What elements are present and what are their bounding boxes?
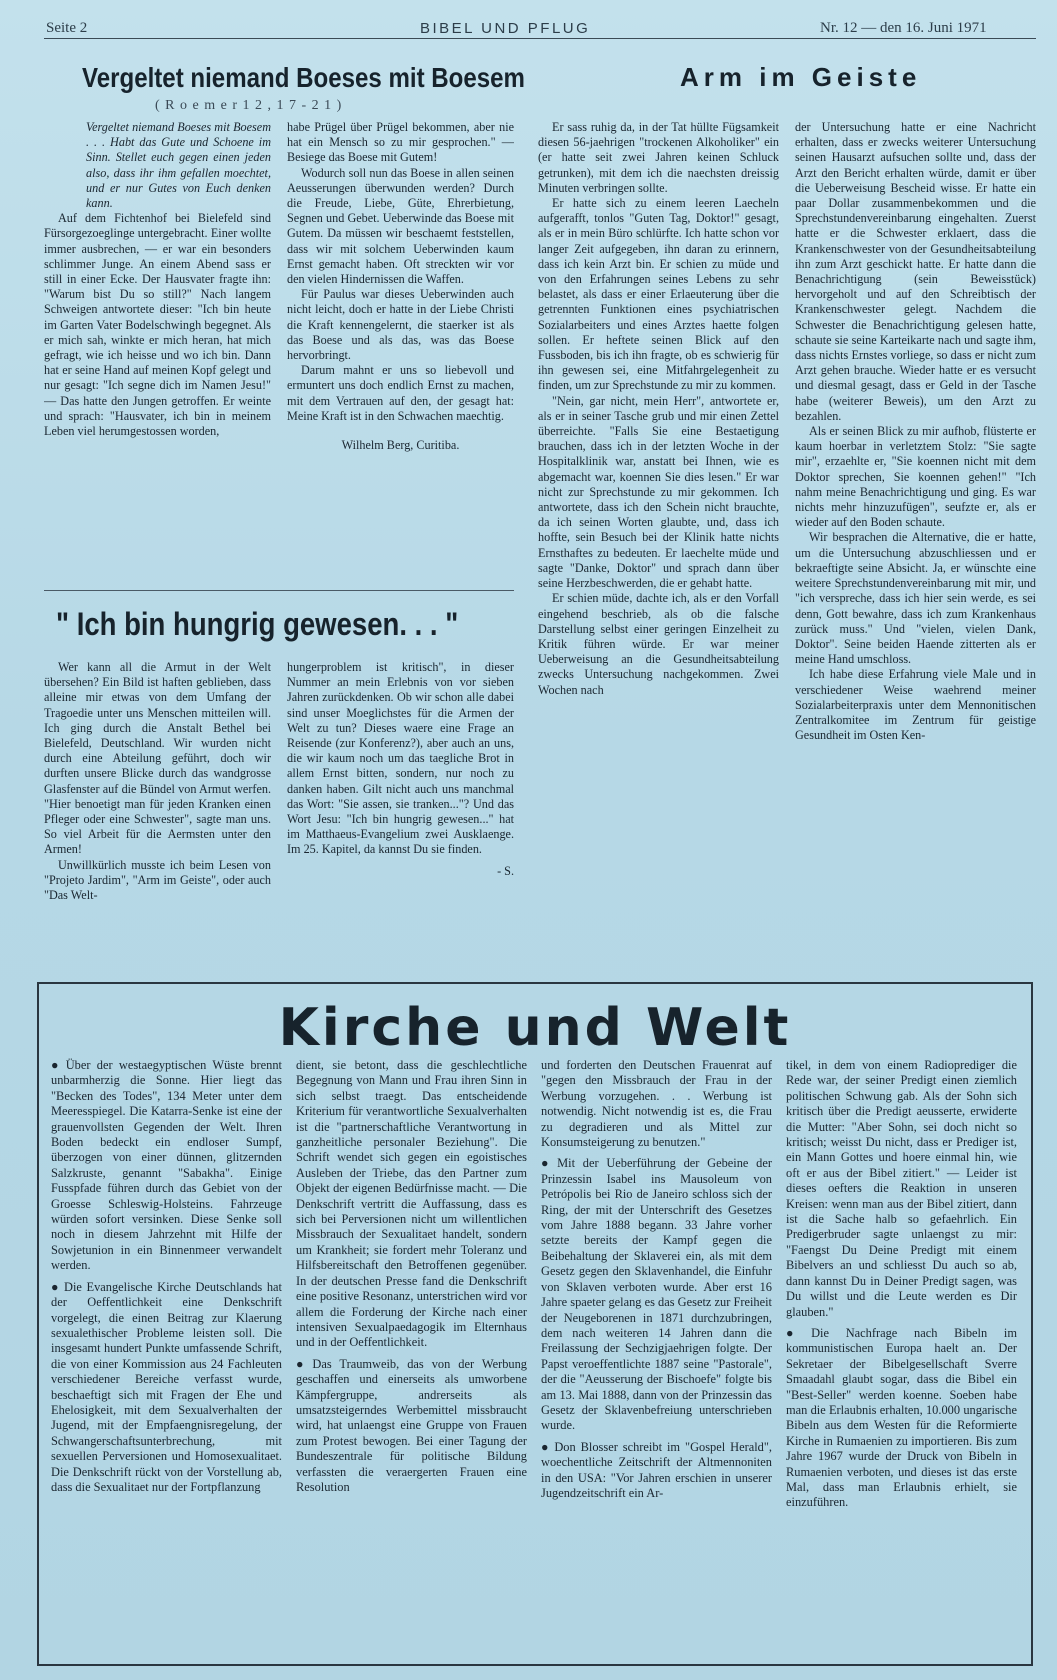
news-item: tikel, in dem von einem Radioprediger die Rede war, der seiner Predigt einen ziemlich politischen Schwung gab. Als der Sohn sich kritisch über die Predigt aeusserte, erwiderte die Mutter: "Aber Sohn, sei doch nicht so kritisch; weisst Du nicht, dass er Prediger ist, ein Mann Gottes und hoere einmal hin, wie oft er aus der Bibel zitiert." — Leider ist dieses oefters die Reaktion in unseren Kreisen: wenn man aus der Bibel zitiert, dann ist die Sache halb so gefaehrlich. Ein Predigerbruder sagte unlaengst zu mir: "Faengst Du Deine Predigt mit einem Bibelvers an und schliesst Du auch so ab, dann kannst Du in Deiner Predigt sagen, was Du willst und die Leute werden es Dir glauben.": [786, 1058, 1017, 1319]
bullet-icon: ●: [51, 1279, 60, 1294]
article1-col2: [287, 120, 514, 575]
article1-col1: [44, 120, 271, 575]
article3-body: [538, 120, 1036, 975]
bullet-icon: ●: [296, 1356, 309, 1371]
section-col4: [786, 1058, 1017, 1650]
article3-paragraph: der Untersuchung hatte er eine Nachricht erhalten, dass er zwecks weiterer Untersuchung seinen Hausarzt aufsuchen sollte und, dass der Arzt den Bericht erhalten würde, damit er über die Ueberweisung Bescheid wisse. Er hatte ein paar Dollar zusammenbekommen und die Sprechstundenvereinbarung eingehalten. Zuerst hatte er die Schwester erklaert, dass die Krankenschwester von der Gesundheitsabteilung ihn zum Arzt geschickt hatte. Er hatte dann die Benachrichtigung (sein Beweisstück) hervorgeholt und auf den Schreibtisch der Krankenschwester gelegt. Nachdem die Schwester die Benachrichtigung gelesen hatte, schaute sie seine Karteikarte nach und sagte ihm, dass nichts Ernstes vorliege, so dass er nicht zum Arzt gehen brauche. Wieder hatte er es versucht und diesmal gesagt, dass er Geld in der Tasche habe (weiterer Beweis), um den Arzt zu bezahlen.: [795, 120, 1036, 423]
section-col3: [541, 1058, 772, 1650]
article3-paragraph: Er hatte sich zu einem leeren Laecheln aufgerafft, tonlos "Guten Tag, Doktor!" gesagt, als er in mein Büro schlürfte. Ich hatte schon vor langer Zeit aufgegeben, ihn daran zu erinnern, dass ich kein Arzt bin. Er schien zu müde und von den Erfahrungen seines Lebens zu sehr belastet, als dass er einer Erlaeuterung über die getrennten Funktionen eines psychiatrischen Sozialarbeiters und eines Arztes haette folgen sollen. Er heftete seinen Blick auf den Fussboden, bis ich ihn fragte, ob es schwierig für ihn gewesen sei, eine Mitfahrgelegenheit zu finden, um zur Sprechstunde zu mir zu kommen.: [538, 196, 779, 393]
section-col2: [296, 1058, 527, 1650]
article3-paragraph: Er sass ruhig da, in der Tat hüllte Fügsamkeit diesen 56-jaehrigen "trockenen Alkoholiker" ein (er hatte seit zwei Jahren keinen Schluck getrunken), mit dem ich die naechsten dreissig Minuten verbringen sollte.: [538, 120, 779, 195]
article2-col2: [287, 660, 514, 970]
bullet-icon: ●: [541, 1156, 554, 1171]
article1-paragraph: Auf dem Fichtenhof bei Bielefeld sind Fürsorgezoeglinge untergebracht. Einer wollte immer ausbrechen, — er war ein besonders schlimmer Junge. An einem Abend sass er still in einer Ecke. Der Hausvater fragte ihn: "Warum bist Du so still?" Nach langem Schweigen antwortete dieser: "Ich bin heute im Garten Vater Bodelschwingh begegnet. Als er mich sah, winkte er mich heran, hat mich gefragt, wie ich heisse und wo ich bin. Dann hat er seine Hand auf meinen Kopf gelegt und nur gesagt: "Ich segne dich im Namen Jesu!" — Das hatte den Jungen getroffen. Er weinte und sprach: "Hausvater, ich bin in meinem Leben viel herumgestossen worden,: [44, 211, 271, 439]
article3-paragraph: Als er seinen Blick zu mir aufhob, flüsterte er kaum hoerbar in verletztem Stolz: "Sie sagte mir", erzaehlte er, "Sie koennen nicht mit dem Doktor sprechen, Sie koennen gehen!" "Ich nahm meine Benachrichtigung und ging. Es war nichts mehr hinzuzufügen", seufzte er, als er wieder auf den Boden schaute.: [795, 424, 1036, 530]
article2-paragraph: hungerproblem ist kritisch", in dieser Nummer an mein Erlebnis von vor sieben Jahren zurückdenken. Ob wir schon alle dabei sind unser Moeglichstes für die Armen der Welt zu tun? Dieses waere eine Frage an Reisende (zur Konferenz?), aber auch an uns, die wir kaum noch um das taegliche Brot in allem Ernst bitten, sondern, nur noch zu danken haben. Gilt nicht auch uns manchmal das Wort: "Sie assen, sie tranken..."? Und das Wort Jesu: "Ich bin hungrig gewesen..." hat im Matthaeus-Evangelium zwei Ausklaenge. Im 25. Kapitel, da kannst Du sie finden.: [287, 660, 514, 857]
masthead: BIBEL UND PFLUG: [420, 20, 591, 37]
kirche-und-welt-box: [37, 982, 1033, 1666]
article1-body: [44, 120, 514, 575]
news-item: dient, sie betont, dass die geschlechtliche Begegnung von Mann und Frau ihren Sinn in sich selbst traegt. Das entscheidende Kriterium für verantwortliche Sexualverhalten ist die "partnerschaftliche Verantwortung in ganzheitliche personaler Beziehung". Die Schrift wendet sich gegen ein egoistisches Ausleben der Triebe, das den Partner zum Objekt der eigenen Bedürfnisse macht. — Die Denkschrift vertritt die Auffassung, dass es sich bei Perversionen nicht um willentlichen Missbrauch der Sexualitaet handelt, sondern um Krankheit; sie fordert mehr Toleranz und Hilfsbereitschaft den Betroffenen gegenüber. In der deutschen Presse fand die Denkschrift eine positive Resonanz, unterstrichen wird vor allem die Forderung der Kirche nach einer intensiven Sexualpaedagogik im Elternhaus und in der Oeffentlichkeit.: [296, 1058, 527, 1350]
article2-paragraph: Wer kann all die Armut in der Welt übersehen? Ein Bild ist haften geblieben, dass alleine mir etwas von dem Umfang der Tragoedie unter uns Menschen mitteilen will. Ich ging durch die Anstalt Bethel bei Bielefeld, Deutschland. Wir wurden nicht durch eine Abteilung geführt, doch wir durften unsere Blicke durch das wandgrosse Glasfenster auf die Bündel von Armut werfen. "Hier benoetigt man für jeden Kranken einen Pfleger oder eine Schwester", sagte man uns. So viel Arbeit für die Aermsten unter den Armen!: [44, 660, 271, 857]
bullet-icon: ●: [786, 1325, 808, 1340]
bullet-icon: ●: [51, 1058, 62, 1072]
article3-col2: [795, 120, 1036, 975]
article1-reference: ( R o e m e r 1 2 , 1 7 - 2 1 ): [155, 98, 343, 113]
article2-col1: [44, 660, 271, 970]
article3-title: Arm im Geiste: [680, 62, 922, 92]
article2-signature: - S.: [497, 863, 514, 878]
section-divider: [44, 590, 514, 591]
news-item: Don Blosser schreibt im "Gospel Herald", woechentliche Zeitschrift der Altmennoniten in den USA: "Vor Jahren erschien in unserer Jugendzeitschrift ein Ar-: [541, 1439, 772, 1500]
article3-paragraph: Er schien müde, dachte ich, als er den Vorfall eingehend beschrieb, als ob die falsche Darstellung selbst einer geringen Einzelheit zu Kritik führen würde. Er war meiner Ueberweisung an die Gesundheitsabteilung zwecks Untersuchung nachgekommen. Zwei Wochen nach: [538, 591, 779, 697]
news-item: und forderten den Deutschen Frauenrat auf "gegen den Missbrauch der Frau in der Werbung vorzugehen. . . Werbung ist notwendig. Nicht notwendig ist es, die Frau zu degradieren und als Mittel zur Konsumsteigerung zu benutzen.": [541, 1058, 772, 1150]
article3-col1: [538, 120, 779, 975]
page-number: Seite 2: [46, 20, 88, 36]
news-item: Mit der Ueberführung der Gebeine der Prinzessin Isabel ins Mausoleum von Petrópolis bei Rio de Janeiro schloss sich der Ring, der mit der Unterschrift des Gesetzes vom Jahre 1888 begann. 33 Jahre vorher setzte bereits der Kampf gegen die Beibehaltung der Sklaverei ein, als mit dem Gesetz gegen den Sklavenhandel, die Einfuhr von Sklaven verboten wurde. Aber erst 16 Jahre spaeter gelang es das Gesetz zur Freiheit der Neugeborenen in 1871 durchzubringen, dem nach weiteren 14 Jahren dann die Freilassung der Sechzigjaehrigen folgte. Der Papst veroeffentlichte 1887 seine "Pastorale", der die "Aeusserung der Bischoefe" folgte bis am 13. Mai 1888, dann von der Prinzessin das Gesetz der Sklavenbefreiung unterschrieben wurde.: [541, 1156, 772, 1433]
issue-date: Nr. 12 — den 16. Juni 1971: [820, 20, 987, 36]
news-item: Die Evangelische Kirche Deutschlands hat der Oeffentlichkeit eine Denkschrift vorgelegt, die einen Beitrag zur Klaerung sexualethischer Probleme leisten soll. Die insgesamt hundert Punkte umfassende Schrift, die von einer Kommission aus 24 Fachleuten verschiedener Bereiche verfasst wurde, beschaeftigt sich mit Fragen der Ehe und Ehelosigkeit, mit dem Sexualverhalten der Jugend, mit der Empfaengnisregelung, der Schwangerschaftsunterbrechung, mit sexuellen Perversionen und Homosexualitaet. Die Denkschrift rückt von der Vorstellung ab, dass die Sexualitaet nur der Fortpflanzung: [51, 1279, 282, 1494]
article1-paragraph: habe Prügel über Prügel bekommen, aber nie hat ein Mensch so zu mir gesprochen." — Besiege das Boese mit Gutem!: [287, 120, 514, 165]
article1-paragraph: Für Paulus war dieses Ueberwinden auch nicht leicht, doch er hatte in der Liebe Christi die Kraft kennengelernt, die staerker ist als das Boese und als das, was das Boese hervorbringt.: [287, 287, 514, 363]
bullet-icon: ●: [541, 1439, 551, 1454]
article3-paragraph: Wir besprachen die Alternative, die er hatte, um die Untersuchung abzuschliessen und er bekraeftigte seine Absicht. Ja, er wünschte eine weitere Sprechstundenvereinbarung mit mir, und "ich verspreche, dass ich hier sein werde, es sei denn, Gott bewahre, dass ich zum Krankenhaus zurück muss." Und "vielen, vielen Dank, Doktor". Seine beiden Haende zitterten als er meine Hand umschloss.: [795, 530, 1036, 667]
header-rule: [44, 38, 1036, 39]
article2-paragraph: Unwillkürlich musste ich beim Lesen von "Projeto Jardim", "Arm im Geiste", oder auch "Das Welt-: [44, 857, 271, 903]
news-item: Das Traumweib, das von der Werbung geschaffen und einerseits als umworbene Kämpfergruppe, andrerseits als umsatzsteigerndes Werbemittel missbraucht wird, hat unlaengst eine Gruppe von Frauen zum Protest bewogen. Bei einer Tagung der Bundeszentrale für politische Bildung verfassten die veraergerten Frauen eine Resolution: [296, 1356, 527, 1494]
article1-paragraph: Darum mahnt er uns so liebevoll und ermuntert uns doch endlich Ernst zu machen, mit dem Vertrauen auf den, der gesagt hat: Meine Kraft ist in den Schwachen maechtig.: [287, 363, 514, 423]
article1-paragraph: Wodurch soll nun das Boese in allen seinen Aeusserungen überwunden werden? Durch die Freude, Liebe, Güte, Ehrerbietung, Segnen und Gebet. Ueberwinde das Boese mit Gutem. Da müssen wir beschaemt feststellen, dass wir mit solchem Ueberwinden kaum Ernst gemacht haben. Oft streckten wir vor den vielen Hindernissen die Waffen.: [287, 165, 514, 287]
article2-title: " Ich bin hungrig gewesen. . . ": [56, 606, 459, 642]
article3-paragraph: "Nein, gar nicht, mein Herr", antwortete er, als er in seiner Tasche grub und mir einen Zettel überreichte. "Falls Sie eine Bestaetigung brauchen, dass ich in der letzten Woche in der Hospitalklinik war, anstatt bei Ihnen, wie es abgemacht war, koennen Sie dies lesen." Er war nicht zur Sprechstunde zu mir gekommen. Ich antwortete, dass ich den Schein nicht brauchte, da ich seinen Worten glaubte, und, dass ich hoffte, sein Besuch bei der Klinik hatte nichts Ernsthaftes zu bedeuten. Er laechelte müde und sagte "Danke, Doktor" und sprach dann über seine Herzbeschwerden, die er gehabt hatte.: [538, 393, 779, 591]
section-title: Kirche und Welt: [278, 998, 792, 1058]
article2-body: [44, 660, 514, 970]
article1-intro: Vergeltet niemand Boeses mit Boesem . . . Habt das Gute und Schoene im Sinn. Stellet euch gegen einen jeden also, dass ihr ihm gefallen moechtet, und er nur Gutes von Euch denken kann.: [86, 120, 271, 211]
section-col1: [51, 1058, 282, 1650]
article1-title: Vergeltet niemand Boeses mit Boesem: [82, 62, 525, 93]
news-item: Über der westaegyptischen Wüste brennt unbarmherzig die Sonne. Hier liegt das "Becken des Todes", 134 Meter unter dem Meeresspiegel. Die Katarra-Senke ist eine der grauenvollsten Gegenden der Welt. Ihren Boden bedeckt ein endloser Sumpf, überzogen von einer dünnen, glitzernden Salzkruste, genannt "Sabakha". Einige Fusspfade führen durch das Gebiet von der Groesse Schleswig-Holsteins. Fahrzeuge würden sofort versinken. Diese Senke soll noch in diesem Jahrzehnt mit Hilfe der Sowjetunion in ein Binnenmeer verwandelt werden.: [51, 1058, 282, 1273]
section-body: [51, 1058, 1017, 1650]
article1-signature: Wilhelm Berg, Curitiba.: [341, 438, 460, 453]
article3-paragraph: Ich habe diese Erfahrung viele Male und in verschiedener Weise waehrend meiner Sozialarbeiterpraxis unter dem Mennonitischen Zentralkomitee im Zentrum für geistige Gesundheit im Osten Ken-: [795, 667, 1036, 743]
news-item: Die Nachfrage nach Bibeln im kommunistischen Europa haelt an. Der Sekretaer der Bibelgesellschaft Sverre Smaadahl glaubt sogar, dass die Bibel ein "Best-Seller" werden koenne. Soeben habe man die Erlaubnis erhalten, 10.000 ungarische Bibeln aus dem Westen für die Reformierte Kirche in Rumaenien zu importieren. Bis zum Jahre 1967 wurde der Druck von Bibeln in Rumaenien verboten, und dieses ist das erste Mal, dass man Erlaubnis erhielt, sie einzuführen.: [786, 1325, 1017, 1510]
